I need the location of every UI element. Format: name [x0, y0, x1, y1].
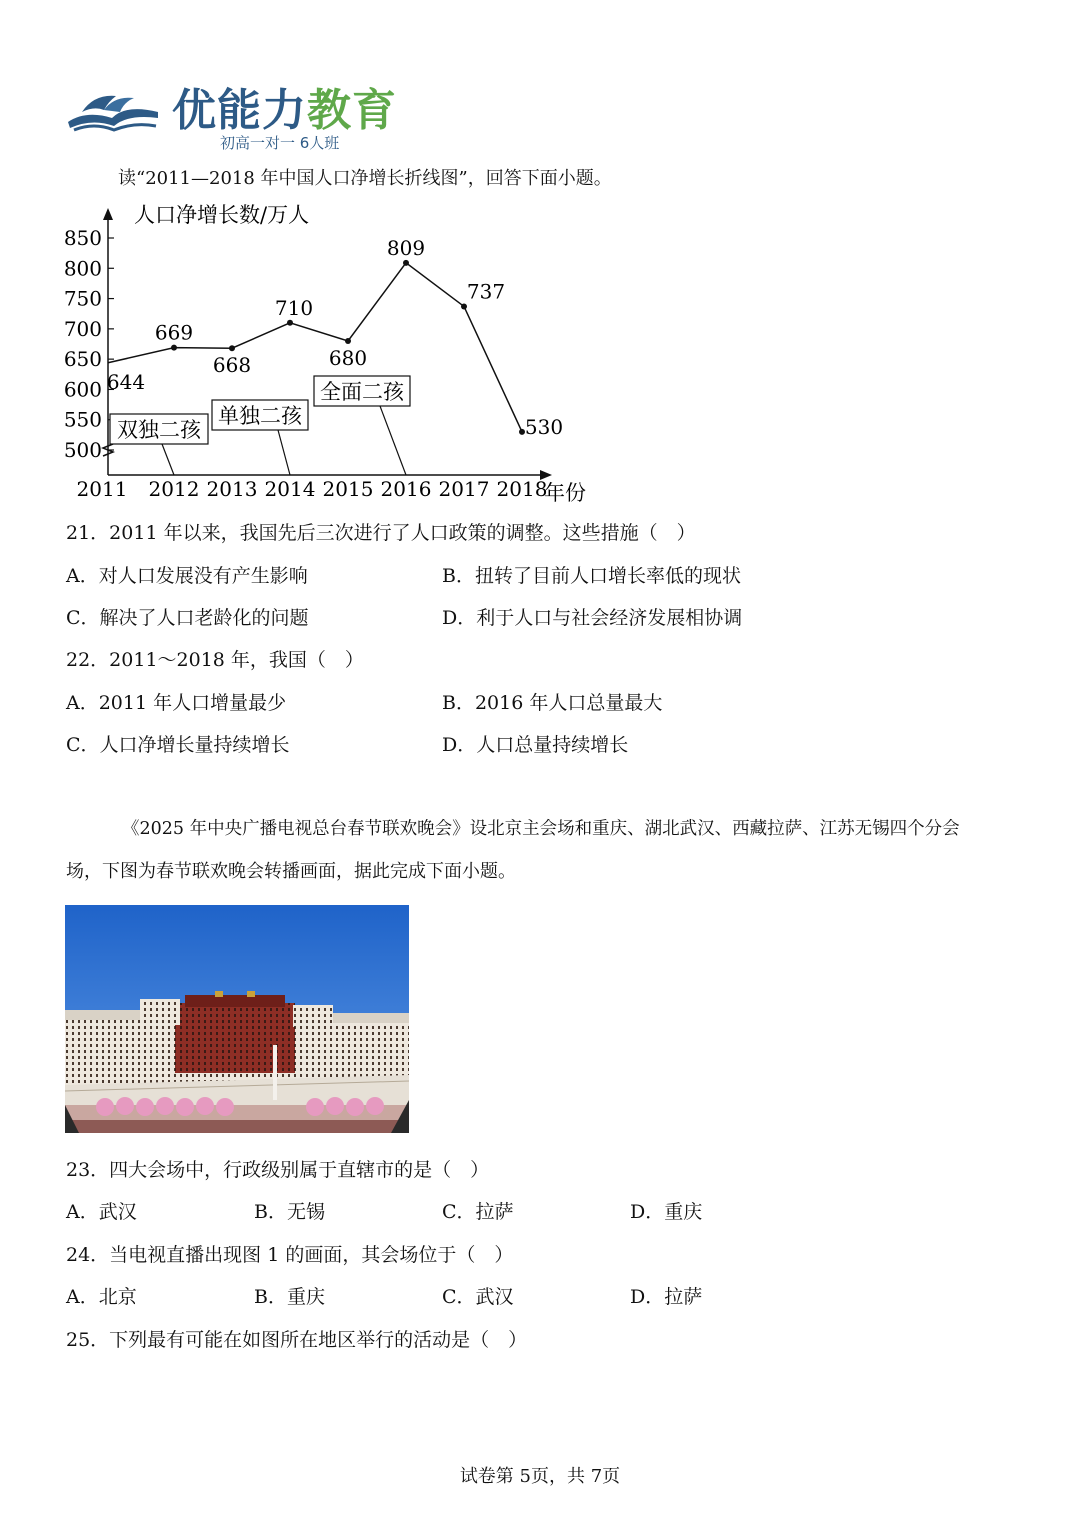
data-point	[461, 303, 467, 309]
data-point	[229, 345, 235, 351]
x-tick-label: 2017	[438, 477, 490, 501]
annotation-pointer	[380, 406, 406, 475]
question-23-option-b[interactable]: B．无锡	[254, 1201, 325, 1223]
x-tick-label: 2014	[264, 477, 316, 501]
x-tick-label: 2011	[76, 477, 128, 501]
potala-palace-image	[65, 905, 409, 1133]
question-23-option-d[interactable]: D．重庆	[630, 1201, 703, 1223]
question-23-option-a[interactable]: A．武汉	[66, 1201, 137, 1223]
brand-logo	[64, 72, 424, 162]
x-tick-label: 2015	[322, 477, 374, 501]
data-point	[345, 338, 351, 344]
section2-line1: 《2025 年中央广播电视总台春节联欢晚会》设北京主会场和重庆、湖北武汉、西藏拉萨、江苏无锡四个分会	[122, 819, 960, 839]
question-24-option-d[interactable]: D．拉萨	[630, 1286, 703, 1308]
y-tick-label: 800	[63, 256, 102, 281]
question-22-option-b[interactable]: B．2016 年人口总量最大	[442, 692, 663, 714]
data-label: 809	[386, 235, 426, 260]
section1-intro: 读“2011—2018 年中国人口净增长折线图”，回答下面小题。	[118, 168, 612, 189]
y-tick-label: 550	[63, 407, 102, 432]
annotation-pointer	[278, 430, 290, 475]
x-tick-label: 2018	[496, 477, 548, 501]
y-tick-label: 700	[63, 316, 102, 341]
question-25-stem: 25．下列最有可能在如图所在地区举行的活动是（ ）	[66, 1329, 528, 1351]
question-21-stem: 21．2011 年以来，我国先后三次进行了人口政策的调整。这些措施（ ）	[66, 522, 696, 544]
question-23-option-c[interactable]: C．拉萨	[442, 1201, 514, 1223]
page-footer: 试卷第 5页，共 7页	[459, 1466, 621, 1487]
y-axis-arrow	[103, 208, 113, 220]
data-label: 530	[524, 414, 564, 439]
question-22-stem: 22．2011～2018 年，我国（ ）	[66, 649, 364, 671]
section2-line2: 场，下图为春节联欢晚会转播画面，据此完成下面小题。	[66, 861, 516, 882]
y-tick-label: 500	[63, 438, 102, 462]
data-label: 644	[106, 369, 146, 394]
question-22-option-c[interactable]: C．人口净增长量持续增长	[66, 734, 290, 756]
question-24-option-b[interactable]: B．重庆	[254, 1286, 325, 1308]
question-21-option-c[interactable]: C．解决了人口老龄化的问题	[66, 607, 309, 629]
brand-tagline: 初高一对一 6人班	[220, 134, 340, 152]
y-tick-label: 750	[63, 286, 102, 311]
annotation-label: 单独二孩	[218, 404, 302, 428]
data-point	[287, 320, 293, 326]
question-24-stem: 24．当电视直播出现图 1 的画面，其会场位于（ ）	[66, 1244, 514, 1266]
annotation-label: 双独二孩	[117, 418, 201, 442]
question-21-option-d[interactable]: D．利于人口与社会经济发展相协调	[442, 607, 743, 629]
book-logo-icon	[64, 86, 164, 136]
data-point	[171, 345, 177, 351]
data-point	[403, 260, 409, 266]
question-24-option-a[interactable]: A．北京	[66, 1286, 137, 1308]
population-line-chart	[62, 200, 607, 510]
question-21-option-a[interactable]: A．对人口发展没有产生影响	[66, 565, 308, 587]
question-21-option-b[interactable]: B．扭转了目前人口增长率低的现状	[442, 565, 741, 587]
data-label: 737	[466, 279, 506, 304]
y-tick-label: 650	[63, 347, 102, 372]
annotation-pointer	[162, 444, 174, 475]
x-tick-label: 2016	[380, 477, 432, 501]
data-label: 669	[154, 320, 194, 345]
annotation-label: 全面二孩	[320, 380, 404, 404]
data-label: 680	[328, 345, 368, 370]
data-label: 668	[212, 353, 252, 378]
chart-svg	[62, 200, 607, 510]
brand-name: 优能力教育	[172, 85, 397, 136]
question-22-option-a[interactable]: A．2011 年人口增量最少	[66, 692, 287, 714]
question-24-option-c[interactable]: C．武汉	[442, 1286, 514, 1308]
potala-palace-photo	[65, 905, 409, 1133]
data-label: 710	[274, 295, 314, 320]
y-tick-label: 850	[63, 226, 102, 250]
y-axis-label: 人口净增长数/万人	[134, 203, 310, 227]
x-tick-label: 2013	[206, 477, 258, 501]
y-tick-label: 600	[63, 377, 102, 402]
question-22-option-d[interactable]: D．人口总量持续增长	[442, 734, 629, 756]
question-23-stem: 23．四大会场中，行政级别属于直辖市的是（ ）	[66, 1159, 490, 1181]
x-tick-label: 2012	[148, 477, 200, 501]
x-axis-label: 年份	[544, 481, 586, 505]
